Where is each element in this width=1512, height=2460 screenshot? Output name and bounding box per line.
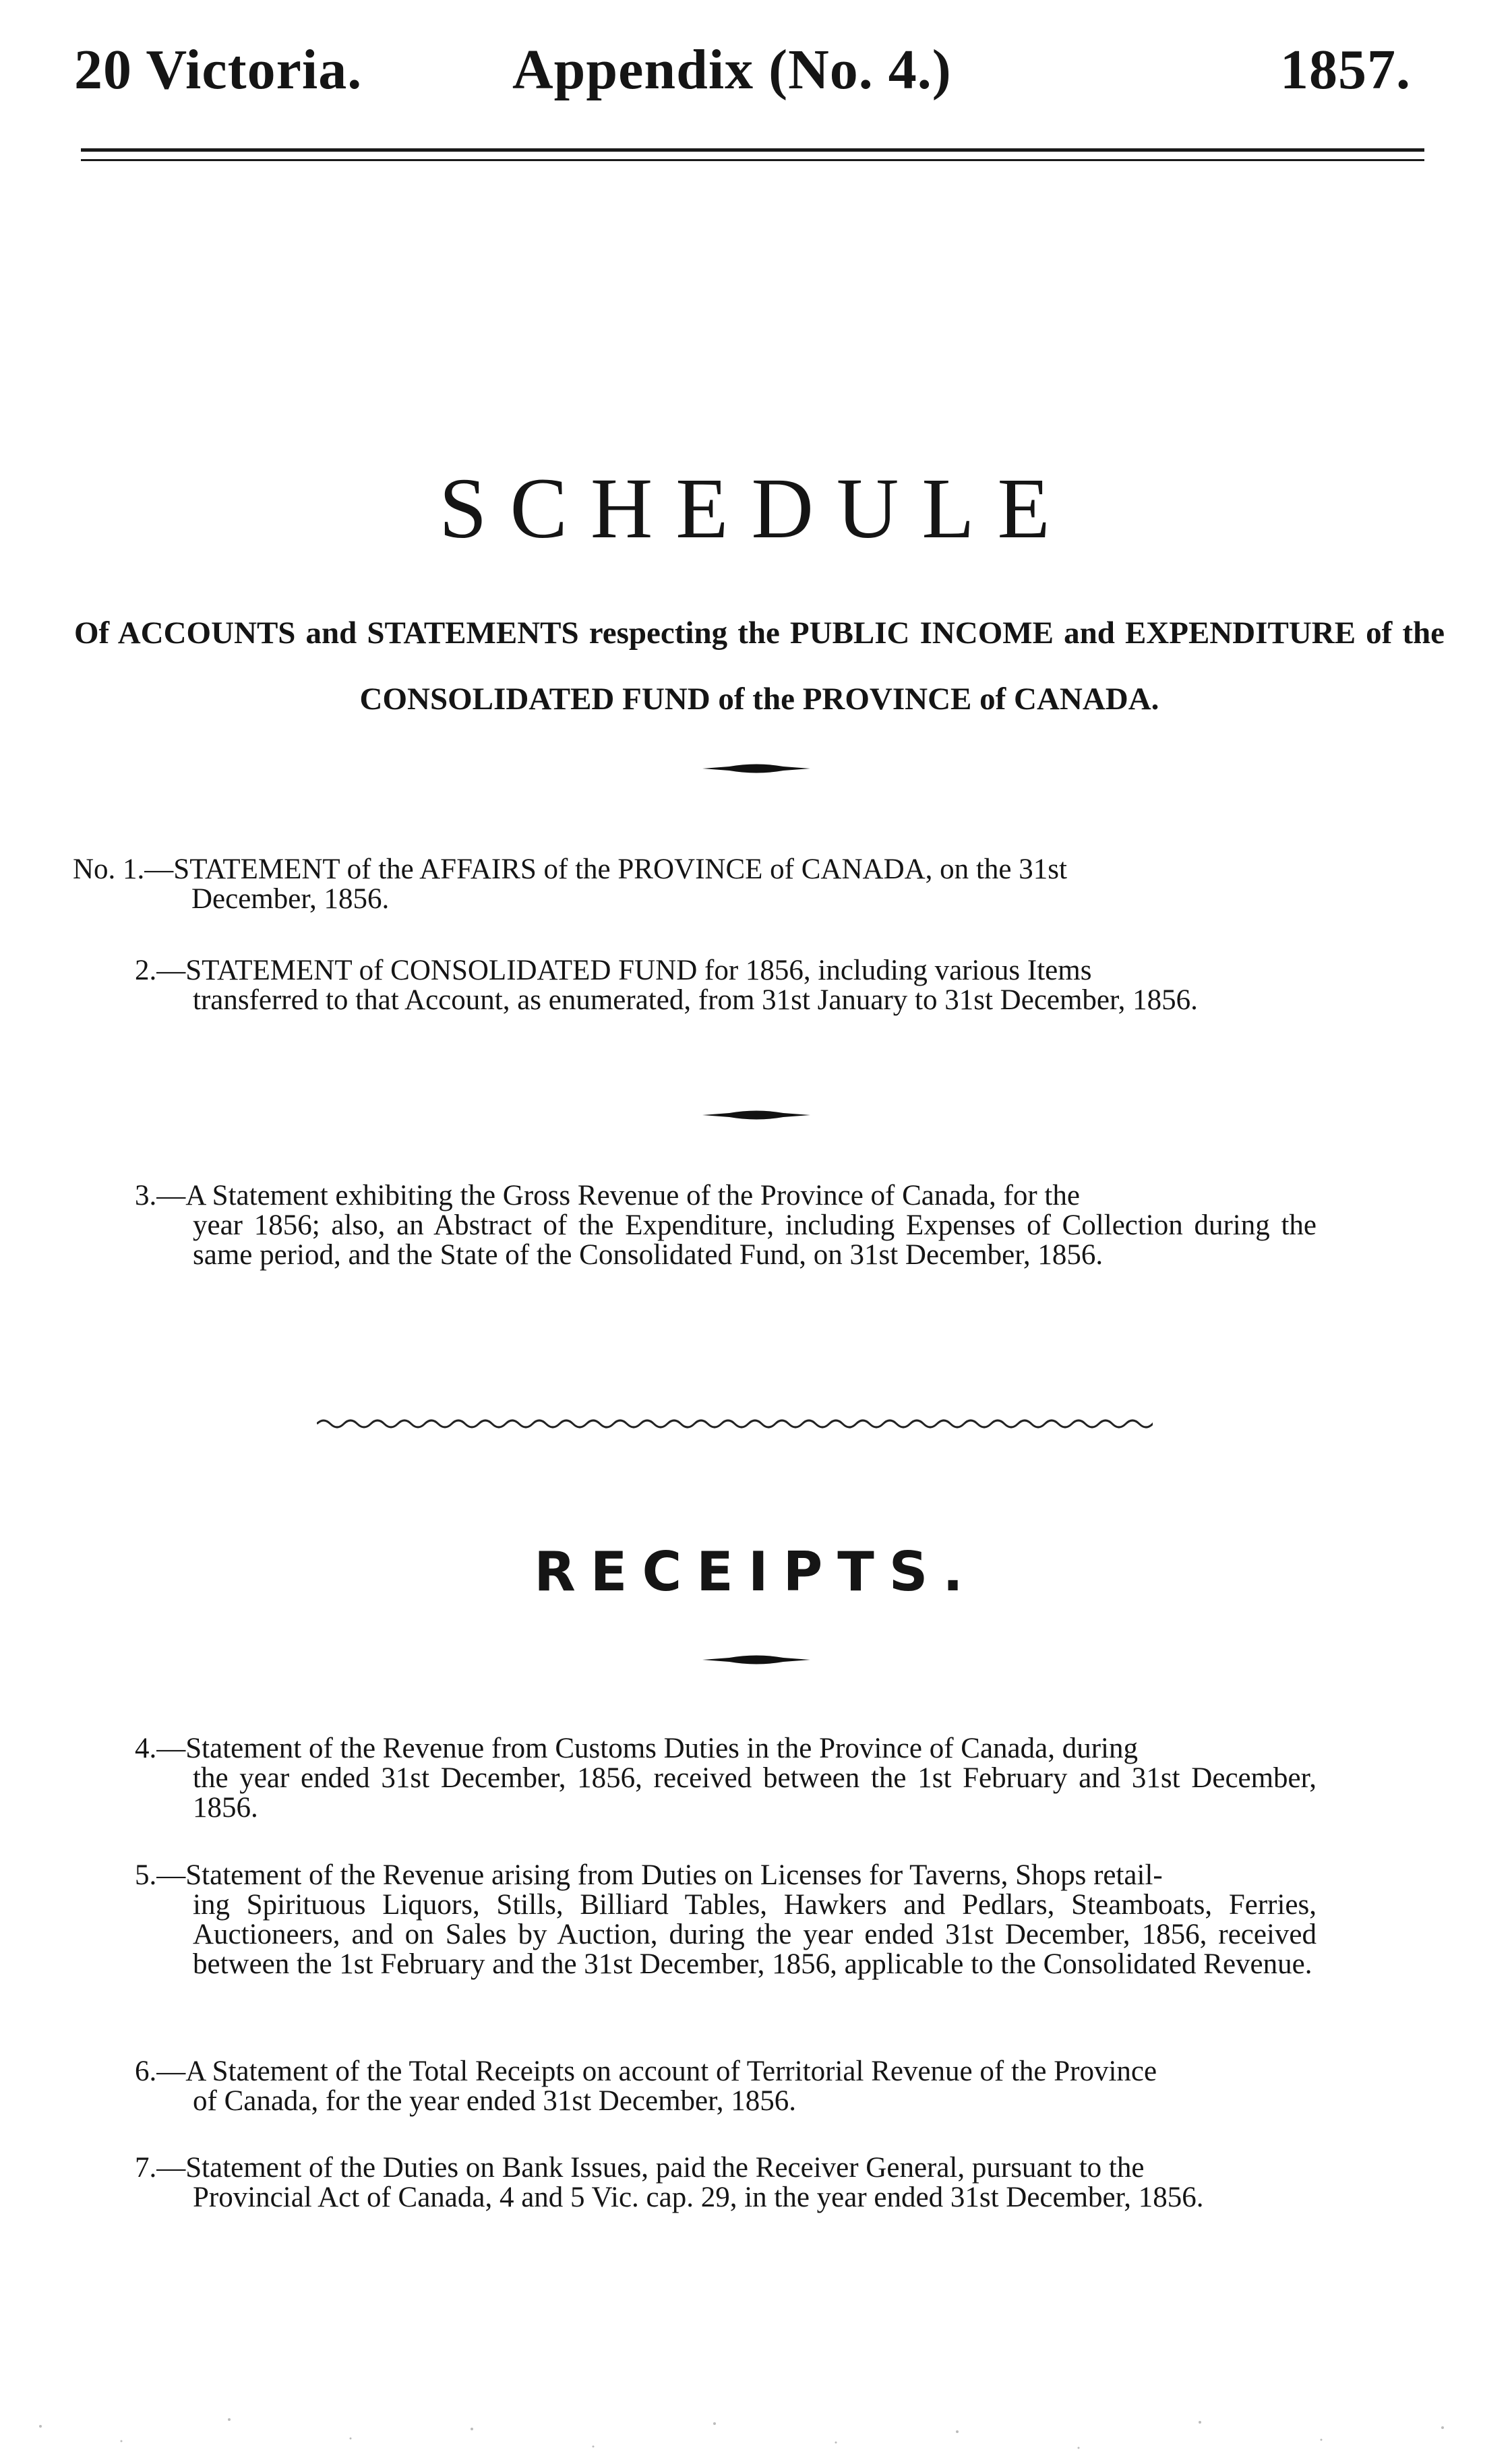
header-session: 20 Victoria. <box>74 38 363 101</box>
header-appendix: Appendix (No. 4.) <box>512 38 952 101</box>
ornament-divider-icon <box>702 1108 810 1122</box>
receipt-item-6-first-line: 6.—A Statement of the Total Receipts on account of Territorial Revenue of the Province <box>135 2056 1157 2087</box>
schedule-title: SCHEDULE <box>439 460 1073 556</box>
header-year: 1857. <box>1280 38 1411 101</box>
statement-item-3-continuation: year 1856; also, an Abstract of the Expenditure, including Expenses of Collection during the same period, and the State of the Consolidated Fund, on 31st December, 1856. <box>193 1209 1317 1271</box>
statement-item-3-first-line: 3.—A Statement exhibiting the Gross Revenue of the Province of Canada, for the <box>135 1180 1080 1211</box>
receipts-heading: RECEIPTS. <box>534 1540 978 1603</box>
receipt-item-6 <box>135 2057 1317 2116</box>
statement-item-2-first-line: 2.—STATEMENT of CONSOLIDATED FUND for 1856, including various Items <box>135 955 1092 986</box>
receipt-item-4-first-line: 4.—Statement of the Revenue from Customs Duties in the Province of Canada, during <box>135 1733 1138 1764</box>
statement-item-2 <box>135 956 1317 1015</box>
statement-item-3 <box>135 1181 1317 1270</box>
header-rule-thick <box>81 148 1424 152</box>
scan-speckle-border <box>0 2379 1512 2460</box>
schedule-subtitle: Of ACCOUNTS and STATEMENTS respecting the PUBLIC INCOME and EXPENDITURE of the CONSOLIDATED FUND of the PROVINCE of CANADA. <box>74 616 1445 717</box>
wavy-rule-icon <box>317 1416 1153 1432</box>
statement-item-1-continuation: December, 1856. <box>191 883 390 915</box>
header-rule-thin <box>81 159 1424 161</box>
receipt-item-5 <box>135 1861 1317 1979</box>
ornament-divider-icon <box>702 762 810 775</box>
receipt-item-7-continuation: Provincial Act of Canada, 4 and 5 Vic. cap. 29, in the year ended 31st December, 1856. <box>193 2182 1204 2213</box>
statement-item-1 <box>73 855 1317 914</box>
receipt-item-4 <box>135 1734 1317 1823</box>
receipt-item-6-continuation: of Canada, for the year ended 31st December, 1856. <box>193 2085 796 2117</box>
statement-item-1-first-line: No. 1.—STATEMENT of the AFFAIRS of the PROVINCE of CANADA, on the 31st <box>73 853 1067 885</box>
receipt-item-4-continuation: the year ended 31st December, 1856, received between the 1st February and 31st December, 1856. <box>193 1762 1317 1824</box>
statement-item-2-continuation: transferred to that Account, as enumerated, from 31st January to 31st December, 1856. <box>193 984 1198 1016</box>
receipt-item-5-continuation: ing Spirituous Liquors, Stills, Billiard Tables, Hawkers and Pedlars, Steamboats, Ferries, Auctioneers, and on Sales by Auction, during the year ended 31st December, 1856, received between the 1st February and the 31st December, 1856, applicable to the Consolidated Revenue. <box>193 1889 1317 1980</box>
receipt-item-5-first-line: 5.—Statement of the Revenue arising from Duties on Licenses for Taverns, Shops retail- <box>135 1859 1163 1891</box>
ornament-divider-icon <box>702 1653 810 1667</box>
receipt-item-7 <box>135 2153 1317 2213</box>
receipt-item-7-first-line: 7.—Statement of the Duties on Bank Issues, paid the Receiver General, pursuant to the <box>135 2152 1145 2184</box>
